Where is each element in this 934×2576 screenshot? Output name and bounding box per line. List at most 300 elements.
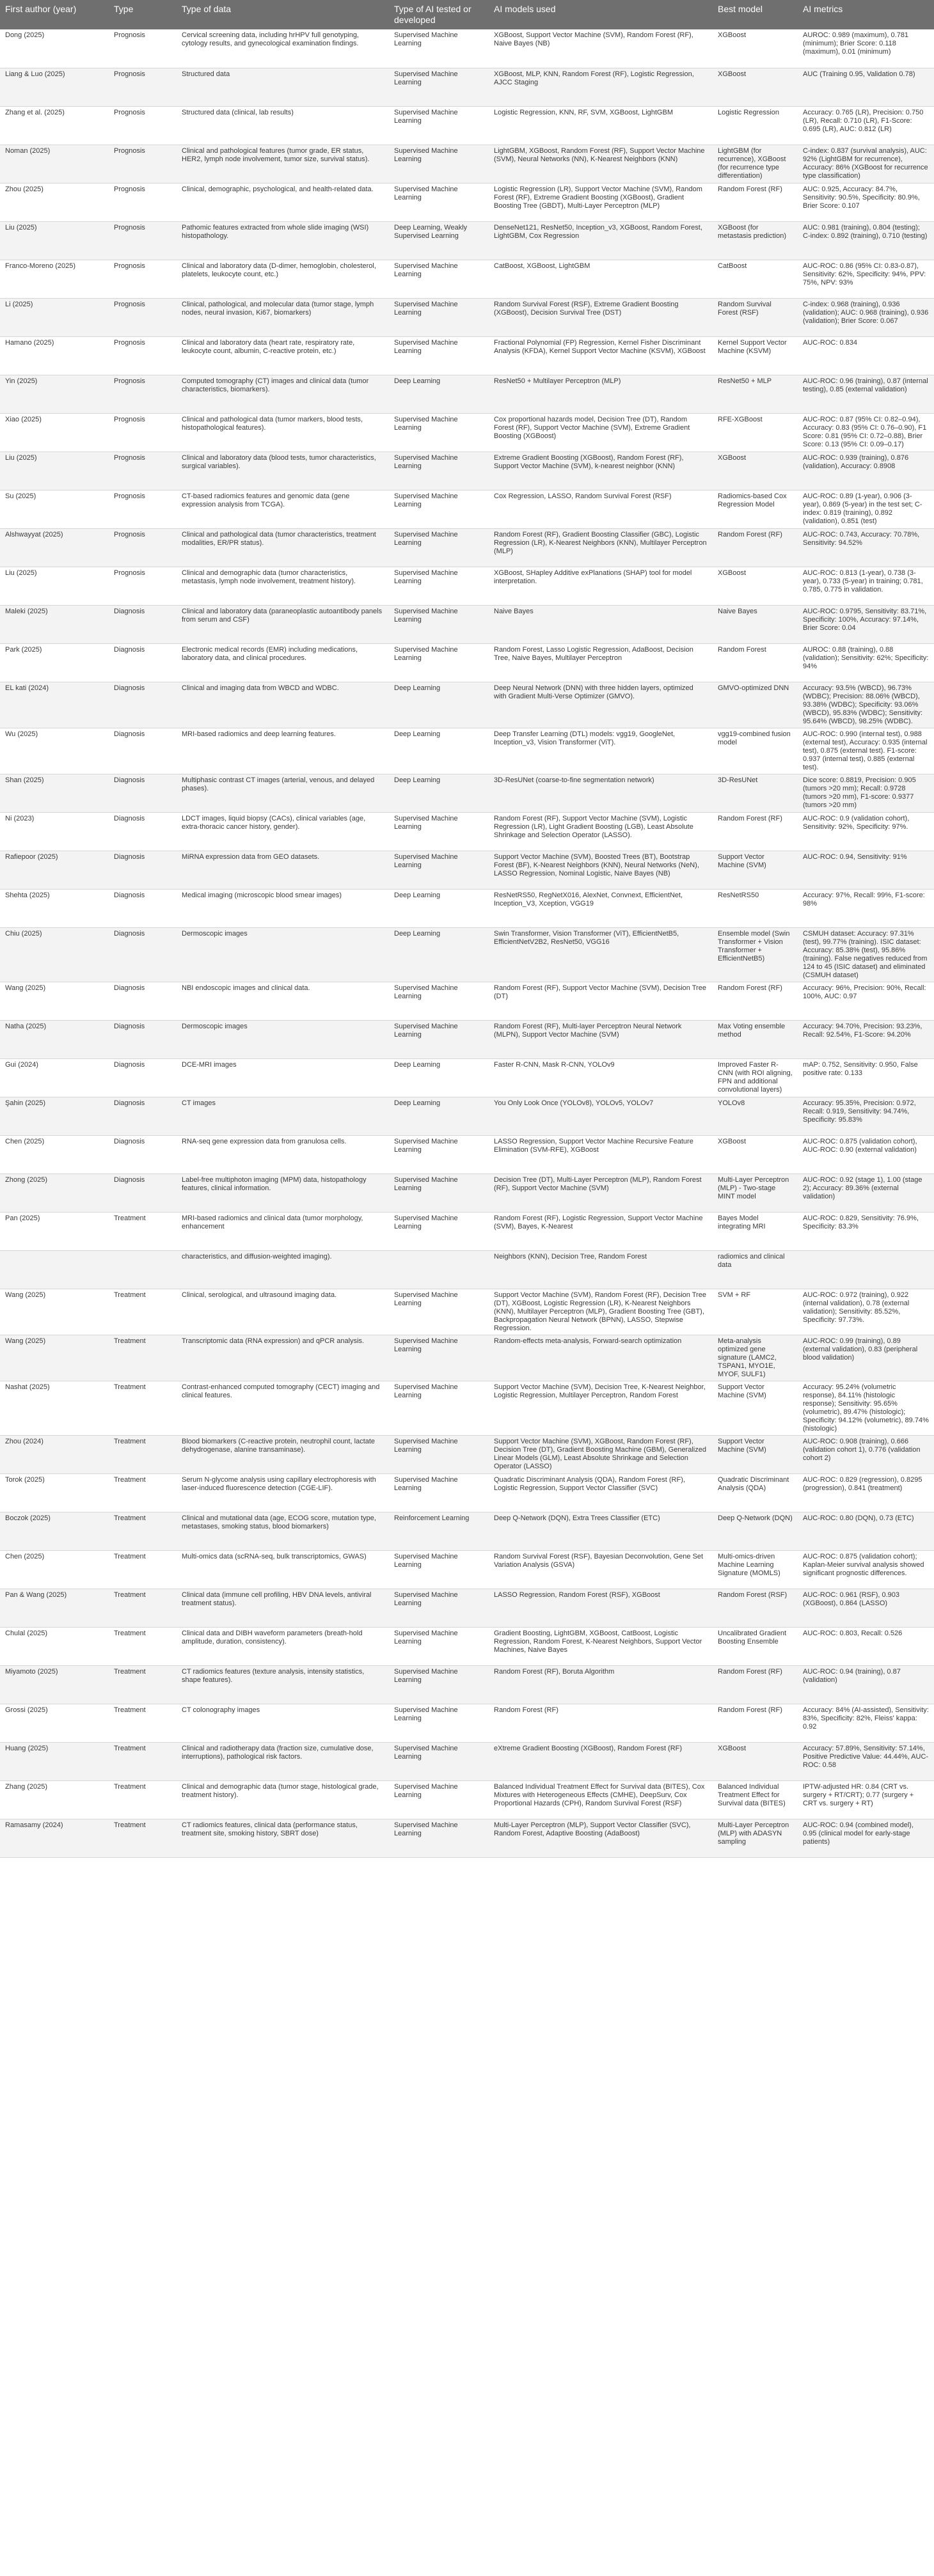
ai-models-cell: ResNetRS50, RegNetX016, AlexNet, Convnext, EfficientNet, Inception_V3, Xception, VGG19 [489,889,713,927]
ai-type-cell: Supervised Machine Learning [389,1819,489,1857]
first-author-cell: Liu (2025) [0,452,109,490]
ai-models-cell: XGBoost, Support Vector Machine (SVM), Random Forest (RF), Naive Bayes (NB) [489,29,713,68]
first-author-cell: Park (2025) [0,643,109,682]
ai-metrics-cell: AUC-ROC: 0.875 (validation cohort); Kaplan-Meier survival analysis showed significant prognostic differences. [798,1550,934,1589]
type-of-data-cell: CT radiomics features, clinical data (performance status, treatment site, smoking history, SBRT dose) [177,1819,389,1857]
ai-models-cell: XGBoost, MLP, KNN, Random Forest (RF), Logistic Regression, AJCC Staging [489,68,713,106]
type-of-data-cell: CT-based radiomics features and genomic data (gene expression analysis from TCGA). [177,490,389,528]
first-author-cell: Wang (2025) [0,1289,109,1335]
ai-models-cell: Logistic Regression, KNN, RF, SVM, XGBoost, LightGBM [489,106,713,145]
best-model-cell: Random Forest (RF) [713,1704,798,1742]
header-type-of-data: Type of data [177,0,389,29]
ai-type-cell: Supervised Machine Learning [389,812,489,851]
type-of-data-cell: CT images [177,1097,389,1135]
type-cell: Prognosis [109,528,177,567]
type-of-data-cell: RNA-seq gene expression data from granulosa cells. [177,1135,389,1174]
type-cell: Diagnosis [109,605,177,643]
first-author-cell: Şahin (2025) [0,1097,109,1135]
ai-type-cell: Supervised Machine Learning [389,1335,489,1381]
ai-type-cell: Deep Learning, Weakly Supervised Learning [389,221,489,260]
type-of-data-cell: Cervical screening data, including hrHPV full genotyping, cytology results, and gynecological examination findings. [177,29,389,68]
type-cell: Prognosis [109,336,177,375]
best-model-cell: ResNet50 + MLP [713,375,798,413]
table-row [0,29,934,68]
type-of-data-cell: Clinical and demographic data (tumor stage, histological grade, treatment history). [177,1780,389,1819]
best-model-cell: Bayes Model integrating MRI [713,1212,798,1250]
type-of-data-cell: Dermoscopic images [177,1020,389,1058]
table-row [0,298,934,336]
ai-metrics-cell: AUC-ROC: 0.9 (validation cohort), Sensitivity: 92%, Specificity: 97%. [798,812,934,851]
table-row [0,774,934,812]
type-cell: Prognosis [109,145,177,183]
type-cell: Diagnosis [109,774,177,812]
type-of-data-cell: MRI-based radiomics and clinical data (tumor morphology, enhancement [177,1212,389,1250]
first-author-cell: Maleki (2025) [0,605,109,643]
best-model-cell: SVM + RF [713,1289,798,1335]
first-author-cell: Chiu (2025) [0,927,109,982]
ai-type-cell: Supervised Machine Learning [389,452,489,490]
ai-models-cell: Cox proportional hazards model, Decision Tree (DT), Random Forest (RF), Support Vector Machine (SVM), Extreme Gradient Boosting (XGBoost) [489,413,713,452]
type-of-data-cell: MiRNA expression data from GEO datasets. [177,851,389,889]
type-of-data-cell: Clinical and laboratory data (blood tests, tumor characteristics, surgical variables). [177,452,389,490]
type-cell: Prognosis [109,221,177,260]
ai-models-cell: Faster R-CNN, Mask R-CNN, YOLOv9 [489,1058,713,1097]
table-row [0,1020,934,1058]
type-cell: Treatment [109,1742,177,1780]
ai-type-cell: Supervised Machine Learning [389,1780,489,1819]
ai-type-cell: Deep Learning [389,927,489,982]
best-model-cell: Support Vector Machine (SVM) [713,1435,798,1473]
ai-metrics-cell: AUC-ROC: 0.829, Sensitivity: 76.9%, Specificity: 83.3% [798,1212,934,1250]
best-model-cell: RFE-XGBoost [713,413,798,452]
ai-type-cell: Supervised Machine Learning [389,1704,489,1742]
ai-models-cell: Random Forest (RF), Support Vector Machine (SVM), Decision Tree (DT) [489,982,713,1020]
type-cell: Treatment [109,1381,177,1435]
ai-metrics-cell: AUC-ROC: 0.80 (DQN), 0.73 (ETC) [798,1512,934,1550]
type-of-data-cell: LDCT images, liquid biopsy (CACs), clinical variables (age, extra-thoracic cancer history, gender). [177,812,389,851]
first-author-cell: Torok (2025) [0,1473,109,1512]
best-model-cell: 3D-ResUNet [713,774,798,812]
type-cell: Prognosis [109,106,177,145]
best-model-cell: Random Forest [713,643,798,682]
ai-metrics-cell: AUC-ROC: 0.92 (stage 1), 1.00 (stage 2); Accuracy: 89.36% (external validation) [798,1174,934,1212]
table-row [0,1250,934,1289]
ai-type-cell: Supervised Machine Learning [389,1473,489,1512]
best-model-cell: Random Forest (RF) [713,183,798,221]
type-of-data-cell: characteristics, and diffusion-weighted imaging). [177,1250,389,1289]
ai-models-cell: CatBoost, XGBoost, LightGBM [489,260,713,298]
ai-type-cell: Supervised Machine Learning [389,183,489,221]
table-row [0,1212,934,1250]
table-row [0,728,934,774]
best-model-cell: Max Voting ensemble method [713,1020,798,1058]
table-row [0,1550,934,1589]
type-of-data-cell: Multiphasic contrast CT images (arterial, venous, and delayed phases). [177,774,389,812]
ai-type-cell: Supervised Machine Learning [389,1289,489,1335]
ai-type-cell: Supervised Machine Learning [389,145,489,183]
type-of-data-cell: CT colonography images [177,1704,389,1742]
table-row [0,413,934,452]
best-model-cell: Quadratic Discriminant Analysis (QDA) [713,1473,798,1512]
first-author-cell: Chen (2025) [0,1550,109,1589]
first-author-cell: Yin (2025) [0,375,109,413]
table-row [0,260,934,298]
type-of-data-cell: Multi-omics data (scRNA-seq, bulk transcriptomics, GWAS) [177,1550,389,1589]
table-row [0,1174,934,1212]
type-cell: Diagnosis [109,1097,177,1135]
type-cell: Diagnosis [109,1058,177,1097]
ai-type-cell: Supervised Machine Learning [389,490,489,528]
first-author-cell: Li (2025) [0,298,109,336]
table-row [0,1665,934,1704]
type-cell: Diagnosis [109,889,177,927]
ai-models-cell: Support Vector Machine (SVM), Decision Tree, K-Nearest Neighbor, Logistic Regression, Multilayer Perceptron, Random Forest [489,1381,713,1435]
ai-models-cell: Cox Regression, LASSO, Random Survival Forest (RSF) [489,490,713,528]
ai-models-cell: Random Forest (RF), Boruta Algorithm [489,1665,713,1704]
first-author-cell: Pan & Wang (2025) [0,1589,109,1627]
type-of-data-cell: Clinical, pathological, and molecular data (tumor stage, lymph nodes, neural invasion, Ki67, biomarkers) [177,298,389,336]
table-row [0,1058,934,1097]
ai-type-cell: Supervised Machine Learning [389,260,489,298]
best-model-cell: XGBoost [713,1742,798,1780]
table-row [0,1289,934,1335]
type-cell [109,1250,177,1289]
table-body [0,29,934,1857]
first-author-cell: Wang (2025) [0,1335,109,1381]
best-model-cell: Uncalibrated Gradient Boosting Ensemble [713,1627,798,1665]
first-author-cell: Xiao (2025) [0,413,109,452]
ai-models-cell: DenseNet121, ResNet50, Inception_v3, XGBoost, Random Forest, LightGBM, Cox Regression [489,221,713,260]
first-author-cell: Zhang et al. (2025) [0,106,109,145]
first-author-cell: Natha (2025) [0,1020,109,1058]
ai-metrics-cell: AUC-ROC: 0.875 (validation cohort), AUC-ROC: 0.90 (external validation) [798,1135,934,1174]
type-cell: Treatment [109,1435,177,1473]
ai-models-cell: Deep Q-Network (DQN), Extra Trees Classifier (ETC) [489,1512,713,1550]
ai-type-cell: Supervised Machine Learning [389,1589,489,1627]
best-model-cell: XGBoost (for metastasis prediction) [713,221,798,260]
ai-metrics-cell [798,1250,934,1289]
best-model-cell: GMVO-optimized DNN [713,682,798,728]
type-cell: Diagnosis [109,1020,177,1058]
first-author-cell: Gui (2024) [0,1058,109,1097]
ai-metrics-cell: AUC-ROC: 0.99 (training), 0.89 (external validation), 0.83 (peripheral blood validation) [798,1335,934,1381]
header-type-of-ai: Type of AI tested or developed [389,0,489,29]
type-of-data-cell: Structured data [177,68,389,106]
best-model-cell: Ensemble model (Swin Transformer + Vision Transformer + EfficientNetB5) [713,927,798,982]
first-author-cell: Zhong (2025) [0,1174,109,1212]
first-author-cell: Dong (2025) [0,29,109,68]
ai-metrics-cell: CSMUH dataset: Accuracy: 97.31% (test), 99.77% (training). ISIC dataset: Accuracy: 85.38% (test), 95.86% (training). False negatives reduced from 124 to 45 (ISIC dataset) and eliminated (CSMUH dataset) [798,927,934,982]
ai-type-cell: Supervised Machine Learning [389,1020,489,1058]
best-model-cell: Naive Bayes [713,605,798,643]
type-of-data-cell: Contrast-enhanced computed tomography (CECT) imaging and clinical features. [177,1381,389,1435]
type-cell: Diagnosis [109,927,177,982]
header-ai-models: AI models used [489,0,713,29]
table-row [0,1589,934,1627]
ai-type-cell: Supervised Machine Learning [389,1212,489,1250]
type-cell: Treatment [109,1665,177,1704]
ai-metrics-cell: mAP: 0.752, Sensitivity: 0.950, False positive rate: 0.133 [798,1058,934,1097]
ai-metrics-cell: IPTW-adjusted HR: 0.84 (CRT vs. surgery + RT/CRT); 0.77 (surgery + CRT vs. surgery + RT) [798,1780,934,1819]
ai-type-cell: Deep Learning [389,728,489,774]
ai-type-cell: Supervised Machine Learning [389,1435,489,1473]
first-author-cell: Franco-Moreno (2025) [0,260,109,298]
ai-metrics-cell: AUC-ROC: 0.990 (internal test), 0.988 (external test), Accuracy: 0.935 (internal test), 0.875 (external test). F1-score: 0.937 (internal test), 0.885 (external test). [798,728,934,774]
ai-type-cell: Supervised Machine Learning [389,1135,489,1174]
type-of-data-cell: Clinical and imaging data from WBCD and WDBC. [177,682,389,728]
table-row [0,221,934,260]
best-model-cell: Deep Q-Network (DQN) [713,1512,798,1550]
table-row [0,1512,934,1550]
ai-models-cell: Extreme Gradient Boosting (XGBoost), Random Forest (RF), Support Vector Machine (SVM), k-nearest neighbor (KNN) [489,452,713,490]
type-of-data-cell: Clinical and demographic data (tumor characteristics, metastasis, lymph node involvement, treatment history). [177,567,389,605]
ai-metrics-cell: Accuracy: 93.5% (WBCD), 96.73% (WDBC); Precision: 88.06% (WBCD), 93.38% (WDBC); Specificity: 93.06% (WBCD), 95.83% (WDBC); Sensitivity: 95.64% (WBCD), 98.25% (WDBC). [798,682,934,728]
type-of-data-cell: Clinical and laboratory data (heart rate, respiratory rate, leukocyte count, albumin, C-reactive protein, etc.) [177,336,389,375]
first-author-cell: Chulal (2025) [0,1627,109,1665]
type-of-data-cell: Clinical data and DIBH waveform parameters (breath-hold amplitude, duration, consistency). [177,1627,389,1665]
ai-models-cell: Logistic Regression (LR), Support Vector Machine (SVM), Random Forest (RF), Extreme Gradient Boosting (XGBoost), Gradient Boosting Tree (GBDT), Multi-Layer Perceptron (MLP) [489,183,713,221]
type-of-data-cell: Clinical and radiotherapy data (fraction size, cumulative dose, interruptions), pathological risk factors. [177,1742,389,1780]
best-model-cell: Support Vector Machine (SVM) [713,851,798,889]
first-author-cell: Wang (2025) [0,982,109,1020]
table-header [0,0,934,29]
ai-models-cell: Gradient Boosting, LightGBM, XGBoost, CatBoost, Logistic Regression, Random Forest, K-Nearest Neighbors, Support Vector Machines, Naive Bayes [489,1627,713,1665]
ai-models-cell: Deep Transfer Learning (DTL) models: vgg19, GoogleNet, Inception_v3, Vision Transformer (ViT). [489,728,713,774]
type-cell: Treatment [109,1704,177,1742]
table-row [0,1819,934,1857]
ai-models-cell: LightGBM, XGBoost, Random Forest (RF), Support Vector Machine (SVM), Neural Networks (NN), K-Nearest Neighbors (KNN) [489,145,713,183]
ai-type-cell: Reinforcement Learning [389,1512,489,1550]
ai-models-cell: Naive Bayes [489,605,713,643]
ai-type-cell: Supervised Machine Learning [389,982,489,1020]
table-row [0,528,934,567]
ai-models-cell: Balanced Individual Treatment Effect for Survival data (BITES), Cox Mixtures with Heterogeneous Effects (CMHE), DeepSurv, Cox Proportional Hazards (CPH), Random Survival Forest (RSF) [489,1780,713,1819]
type-of-data-cell: Blood biomarkers (C-reactive protein, neutrophil count, lactate dehydrogenase, alanine transaminase). [177,1435,389,1473]
ai-models-cell: LASSO Regression, Random Forest (RSF), XGBoost [489,1589,713,1627]
type-of-data-cell: MRI-based radiomics and deep learning features. [177,728,389,774]
ai-models-cell: Neighbors (KNN), Decision Tree, Random Forest [489,1250,713,1289]
header-best-model: Best model [713,0,798,29]
best-model-cell: vgg19-combined fusion model [713,728,798,774]
best-model-cell: Kernel Support Vector Machine (KSVM) [713,336,798,375]
first-author-cell: Ni (2023) [0,812,109,851]
table-row [0,68,934,106]
ai-metrics-cell: AUC-ROC: 0.9795, Sensitivity: 83.71%, Specificity: 100%, Accuracy: 97.14%, Brier Score: 0.04 [798,605,934,643]
type-of-data-cell: Serum N-glycome analysis using capillary electrophoresis with laser-induced fluorescence detection (CGE-LIF). [177,1473,389,1512]
ai-metrics-cell: AUC-ROC: 0.94 (training), 0.87 (validation) [798,1665,934,1704]
header-row [0,0,934,29]
ai-models-cell: eXtreme Gradient Boosting (XGBoost), Random Forest (RF) [489,1742,713,1780]
table-row [0,336,934,375]
type-cell: Diagnosis [109,728,177,774]
type-cell: Prognosis [109,375,177,413]
ai-models-cell: Random Survival Forest (RSF), Bayesian Deconvolution, Gene Set Variation Analysis (GSVA) [489,1550,713,1589]
type-of-data-cell: Clinical, demographic, psychological, and health-related data. [177,183,389,221]
type-cell: Diagnosis [109,1174,177,1212]
first-author-cell: Alshwayyat (2025) [0,528,109,567]
ai-models-cell: ResNet50 + Multilayer Perceptron (MLP) [489,375,713,413]
ai-metrics-cell: AUC-ROC: 0.96 (training), 0.87 (internal testing), 0.85 (external validation) [798,375,934,413]
type-of-data-cell: Clinical and laboratory data (D-dimer, hemoglobin, cholesterol, platelets, leukocyte count, etc.) [177,260,389,298]
best-model-cell: Random Forest (RF) [713,528,798,567]
ai-metrics-cell: AUC-ROC: 0.834 [798,336,934,375]
ai-models-cell: Decision Tree (DT), Multi-Layer Perceptron (MLP), Random Forest (RF), Support Vector Machine (SVM) [489,1174,713,1212]
table-row [0,106,934,145]
type-of-data-cell: Electronic medical records (EMR) including medications, laboratory data, and clinical procedures. [177,643,389,682]
best-model-cell: Multi-omics-driven Machine Learning Signature (MOMLS) [713,1550,798,1589]
ai-models-cell: XGBoost, SHapley Additive exPlanations (SHAP) tool for model interpretation. [489,567,713,605]
ai-type-cell: Supervised Machine Learning [389,106,489,145]
first-author-cell: Shehta (2025) [0,889,109,927]
table-row [0,812,934,851]
ai-type-cell: Deep Learning [389,1058,489,1097]
first-author-cell: Zhou (2024) [0,1435,109,1473]
type-cell: Prognosis [109,183,177,221]
table-row [0,1097,934,1135]
first-author-cell: Chen (2025) [0,1135,109,1174]
best-model-cell: CatBoost [713,260,798,298]
ai-models-cell: Swin Transformer, Vision Transformer (ViT), EfficientNetB5, EfficientNetV2B2, ResNet50, VGG16 [489,927,713,982]
table-row [0,1473,934,1512]
header-ai-metrics: AI metrics [798,0,934,29]
header-type: Type [109,0,177,29]
best-model-cell: XGBoost [713,452,798,490]
table-row [0,927,934,982]
type-cell: Treatment [109,1589,177,1627]
type-cell: Diagnosis [109,982,177,1020]
ai-models-cell: Random Forest (RF), Support Vector Machine (SVM), Logistic Regression (LR), Light Gradient Boosting (LGB), Least Absolute Shrinkage and Selection Operator (LASSO). [489,812,713,851]
type-of-data-cell: Clinical and pathological data (tumor characteristics, treatment modalities, ER/PR status). [177,528,389,567]
ai-metrics-cell: Accuracy: 97%, Recall: 99%, F1-score: 98% [798,889,934,927]
type-cell: Treatment [109,1335,177,1381]
best-model-cell: XGBoost [713,68,798,106]
ai-metrics-cell: Accuracy: 95.24% (volumetric response), 84.11% (histologic response); Sensitivity: 95.65% (volumetric), 89.47% (histologic); Specificity: 94.12% (volumetric), 89.74% (histologic) [798,1381,934,1435]
first-author-cell: Huang (2025) [0,1742,109,1780]
ai-type-cell: Supervised Machine Learning [389,413,489,452]
type-cell: Diagnosis [109,812,177,851]
type-cell: Diagnosis [109,1135,177,1174]
ai-metrics-cell: C-index: 0.968 (training), 0.936 (validation); AUC: 0.968 (training), 0.936 (validation); Brier Score: 0.067 [798,298,934,336]
type-of-data-cell: Clinical data (immune cell profiling, HBV DNA levels, antiviral treatment status). [177,1589,389,1627]
ai-models-cell: Random Forest (RF), Logistic Regression, Support Vector Machine (SVM), Bayes, K-Nearest [489,1212,713,1250]
best-model-cell: Random Forest (RF) [713,982,798,1020]
type-cell: Diagnosis [109,682,177,728]
first-author-cell: Liang & Luo (2025) [0,68,109,106]
type-of-data-cell: Clinical and pathological data (tumor markers, blood tests, histopathological features). [177,413,389,452]
first-author-cell: Pan (2025) [0,1212,109,1250]
type-cell: Prognosis [109,298,177,336]
ai-models-cell: Random Survival Forest (RSF), Extreme Gradient Boosting (XGBoost), Decision Survival Tree (DST) [489,298,713,336]
best-model-cell: Improved Faster R-CNN (with ROI aligning, FPN and additional convolutional layers) [713,1058,798,1097]
best-model-cell: Random Forest (RF) [713,1665,798,1704]
ai-metrics-cell: Accuracy: 94.70%, Precision: 93.23%, Recall: 92.54%, F1-Score: 94.20% [798,1020,934,1058]
type-cell: Treatment [109,1289,177,1335]
best-model-cell: Random Forest (RF) [713,812,798,851]
type-cell: Prognosis [109,413,177,452]
best-model-cell: Random Forest (RSF) [713,1589,798,1627]
ai-type-cell: Supervised Machine Learning [389,1627,489,1665]
type-cell: Treatment [109,1627,177,1665]
type-cell: Treatment [109,1780,177,1819]
best-model-cell: Radiomics-based Cox Regression Model [713,490,798,528]
type-of-data-cell: Clinical and pathological features (tumor grade, ER status, HER2, lymph node involvement, tumor size, survival status). [177,145,389,183]
ai-metrics-cell: C-index: 0.837 (survival analysis), AUC: 92% (LightGBM for recurrence), Accuracy: 86% (XGBoost for recurrence type classification) [798,145,934,183]
ai-metrics-cell: AUROC: 0.989 (maximum), 0.781 (minimum); Brier Score: 0.118 (maximum), 0.01 (minimum) [798,29,934,68]
best-model-cell: XGBoost [713,29,798,68]
first-author-cell: Ramasamy (2024) [0,1819,109,1857]
type-cell: Prognosis [109,29,177,68]
table-row [0,1135,934,1174]
table-row [0,1435,934,1473]
table-row [0,567,934,605]
table-row [0,851,934,889]
first-author-cell: Rafiepoor (2025) [0,851,109,889]
type-of-data-cell: CT radiomics features (texture analysis, intensity statistics, shape features). [177,1665,389,1704]
type-cell: Treatment [109,1512,177,1550]
table-row [0,1627,934,1665]
ai-models-cell: LASSO Regression, Support Vector Machine Recursive Feature Elimination (SVM-RFE), XGBoost [489,1135,713,1174]
type-cell: Diagnosis [109,851,177,889]
table-row [0,1742,934,1780]
ai-metrics-cell: AUC-ROC: 0.961 (RSF), 0.903 (XGBoost), 0.864 (LASSO) [798,1589,934,1627]
ai-metrics-cell: Accuracy: 84% (AI-assisted), Sensitivity: 83%, Specificity: 82%, Fleiss' kappa: 0.92 [798,1704,934,1742]
ai-metrics-cell: AUC-ROC: 0.94, Sensitivity: 91% [798,851,934,889]
ai-metrics-cell: Accuracy: 57.89%, Sensitivity: 57.14%, Positive Predictive Value: 44.44%, AUC-ROC: 0.58 [798,1742,934,1780]
ai-models-cell: 3D-ResUNet (coarse-to-fine segmentation network) [489,774,713,812]
type-of-data-cell: NBI endoscopic images and clinical data. [177,982,389,1020]
type-of-data-cell: Structured data (clinical, lab results) [177,106,389,145]
ai-type-cell: Supervised Machine Learning [389,605,489,643]
type-cell: Prognosis [109,68,177,106]
type-cell: Treatment [109,1473,177,1512]
ai-models-cell: Random-effects meta-analysis, Forward-search optimization [489,1335,713,1381]
ai-metrics-cell: AUC: 0.981 (training), 0.804 (testing); C-index: 0.892 (training), 0.710 (testing) [798,221,934,260]
ai-metrics-cell: Accuracy: 0.765 (LR), Precision: 0.750 (LR), Recall: 0.710 (LR), F1-Score: 0.695 (LR), AUC: 0.812 (LR) [798,106,934,145]
ai-metrics-cell: AUC-ROC: 0.743, Accuracy: 70.78%, Sensitivity: 94.52% [798,528,934,567]
ai-type-cell: Supervised Machine Learning [389,528,489,567]
best-model-cell: Multi-Layer Perceptron (MLP) - Two-stage MINT model [713,1174,798,1212]
first-author-cell: Zhang (2025) [0,1780,109,1819]
type-cell: Prognosis [109,452,177,490]
ai-models-cell: Random Forest (RF), Multi-layer Perceptron Neural Network (MLPN), Support Vector Machine (SVM) [489,1020,713,1058]
type-cell: Prognosis [109,490,177,528]
ai-type-cell: Supervised Machine Learning [389,29,489,68]
first-author-cell: Noman (2025) [0,145,109,183]
ai-metrics-cell: Accuracy: 96%, Precision: 90%, Recall: 100%, AUC: 0.97 [798,982,934,1020]
first-author-cell: Boczok (2025) [0,1512,109,1550]
ai-metrics-cell: AUC-ROC: 0.829 (regression), 0.8295 (progression), 0.841 (treatment) [798,1473,934,1512]
table-row [0,375,934,413]
ai-metrics-cell: AUC-ROC: 0.939 (training), 0.876 (validation), Accuracy: 0.8908 [798,452,934,490]
ai-metrics-cell: AUC-ROC: 0.89 (1-year), 0.906 (3-year), 0.869 (5-year) in the test set; C-index: 0.819 (training), 0.892 (validation), 0.851 (test) [798,490,934,528]
best-model-cell: Random Survival Forest (RSF) [713,298,798,336]
type-cell: Treatment [109,1819,177,1857]
header-first-author: First author (year) [0,0,109,29]
table-row [0,1704,934,1742]
ai-models-cell: Support Vector Machine (SVM), Random Forest (RF), Decision Tree (DT), XGBoost, Logistic Regression (LR), K-Nearest Neighbors (KNN), Multilayer Perceptron (MLP), Gradient Boosting Tree (GBT), Backpropagation Neural Network (BPNN), LASSO, Stepwise Regression. [489,1289,713,1335]
ai-models-cell: Fractional Polynomial (FP) Regression, Kernel Fisher Discriminant Analysis (KFDA), Kernel Support Vector Machine (KSVM), XGBoost [489,336,713,375]
ai-type-cell: Supervised Machine Learning [389,1381,489,1435]
ai-metrics-cell: AUC-ROC: 0.972 (training), 0.922 (internal validation), 0.78 (external validation); Sensitivity: 85.52%, Specificity: 97.73%. [798,1289,934,1335]
type-cell: Prognosis [109,260,177,298]
type-cell: Prognosis [109,567,177,605]
table-row [0,490,934,528]
table-row [0,682,934,728]
ai-metrics-cell: AUC-ROC: 0.803, Recall: 0.526 [798,1627,934,1665]
type-of-data-cell: Medical imaging (microscopic blood smear images) [177,889,389,927]
ai-type-cell: Deep Learning [389,774,489,812]
best-model-cell: YOLOv8 [713,1097,798,1135]
